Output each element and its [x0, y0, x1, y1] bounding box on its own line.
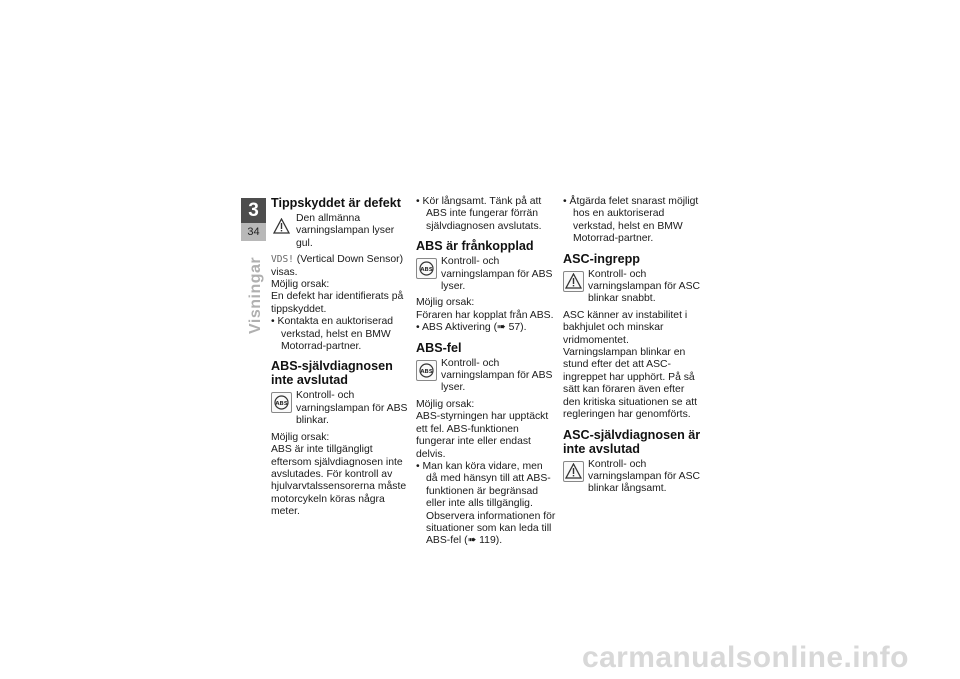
column-3	[563, 196, 703, 500]
warning-lamp-paragraph	[271, 213, 411, 250]
abs-lamp-icon	[416, 360, 437, 381]
asc-lamp-text: Kontroll- och varningslampan för ASC blinkar snabbt.	[588, 268, 701, 305]
heading-abs-selfdiag: ABS-självdiagnosen inte avslutad	[271, 359, 393, 388]
column-1	[271, 196, 411, 519]
warning-triangle-icon	[271, 215, 292, 236]
list-item: • Kontakta en auktoriserad verkstad, helst en BMW Motorrad-partner.	[271, 316, 394, 353]
abs-lamp-text: Kontroll- och varningslampan för ABS lyser.	[441, 256, 553, 293]
abs-lamp-text: Kontroll- och varningslampan för ABS blinkar.	[296, 390, 408, 427]
chapter-number: 3	[241, 198, 266, 223]
cause-label: Möjlig orsak:	[416, 398, 475, 410]
heading-abs-fault: ABS-fel	[416, 340, 462, 355]
svg-text:ABS: ABS	[420, 267, 433, 274]
vds-text: VDS! (Vertical Down Sensor) visas.	[271, 254, 404, 278]
list-item: • Kör långsamt. Tänk på att ABS inte fungerar förrän självdiagnosen avslutats.	[416, 196, 542, 232]
vds-code: VDS!	[271, 254, 294, 266]
heading-abs-off: ABS är frånkopplad	[416, 239, 534, 254]
asc-warning-icon	[563, 271, 584, 292]
site-watermark: carmanualsonline.info	[582, 641, 909, 674]
column-2	[416, 196, 556, 548]
asc-lamp-paragraph	[563, 459, 703, 496]
heading-asc-intervention: ASC-ingrepp	[563, 251, 640, 266]
abs-lamp-text: Kontroll- och varningslampan för ABS lyser.	[441, 357, 553, 394]
page-number: 34	[241, 223, 266, 241]
list-item: • Man kan köra vidare, men då med hänsyn till att ABS-funktionen är begränsad eller inte alls tillgänglig. Observera informationen för situationer som kan leda till ABS-fel (➠ 119).	[416, 460, 556, 547]
cause-text: Föraren har kopplat från ABS.	[416, 309, 554, 321]
chapter-tab	[241, 198, 266, 241]
abs-lamp-paragraph	[416, 256, 556, 293]
cause-text: ABS-styrningen har upptäckt ett fel. ABS-funktionen fungerar inte eller endast delvis.	[416, 411, 549, 460]
asc-description: ASC känner av instabilitet i bakhjulet och minskar vridmomentet. Varningslampan blinkar en stund efter det att ASC-ingreppet har upphört. På så sätt kan föraren även efter den kritiska situationen se att regleringen har genomförts.	[563, 309, 697, 421]
section-side-title: Visningar	[247, 256, 264, 334]
warning-lamp-text: Den allmänna varningslampan lyser gul.	[296, 213, 395, 249]
svg-text:ABS: ABS	[275, 401, 288, 408]
heading-asc-selfdiag: ASC-självdiagnosen är inte avslutad	[563, 427, 701, 456]
cause-text: En defekt har identifierats på tippskyddet.	[271, 291, 404, 315]
asc-lamp-paragraph	[563, 269, 703, 306]
svg-text:ABS: ABS	[420, 368, 433, 375]
list-item: • ABS Aktivering (➠ 57).	[416, 322, 527, 334]
abs-lamp-icon	[416, 258, 437, 279]
cause-text: ABS är inte tillgängligt eftersom självdiagnosen inte avslutades. För kontroll av hjulvarvtalssensorerna måste motorcykeln köras några meter.	[271, 444, 407, 518]
cause-label: Möjlig orsak:	[416, 297, 475, 309]
heading-tip-over-sensor: Tippskyddet är defekt	[271, 196, 401, 210]
asc-lamp-text: Kontroll- och varningslampan för ASC blinkar långsamt.	[588, 458, 701, 495]
abs-lamp-icon	[271, 392, 292, 413]
asc-warning-icon	[563, 461, 584, 482]
abs-lamp-paragraph	[416, 358, 556, 395]
abs-lamp-paragraph	[271, 390, 411, 427]
cause-label: Möjlig orsak:	[271, 431, 330, 443]
cause-label: Möjlig orsak:	[271, 279, 330, 291]
list-item: • Åtgärda felet snarast möjligt hos en auktoriserad verkstad, helst en BMW Motorrad-partner.	[563, 196, 699, 245]
